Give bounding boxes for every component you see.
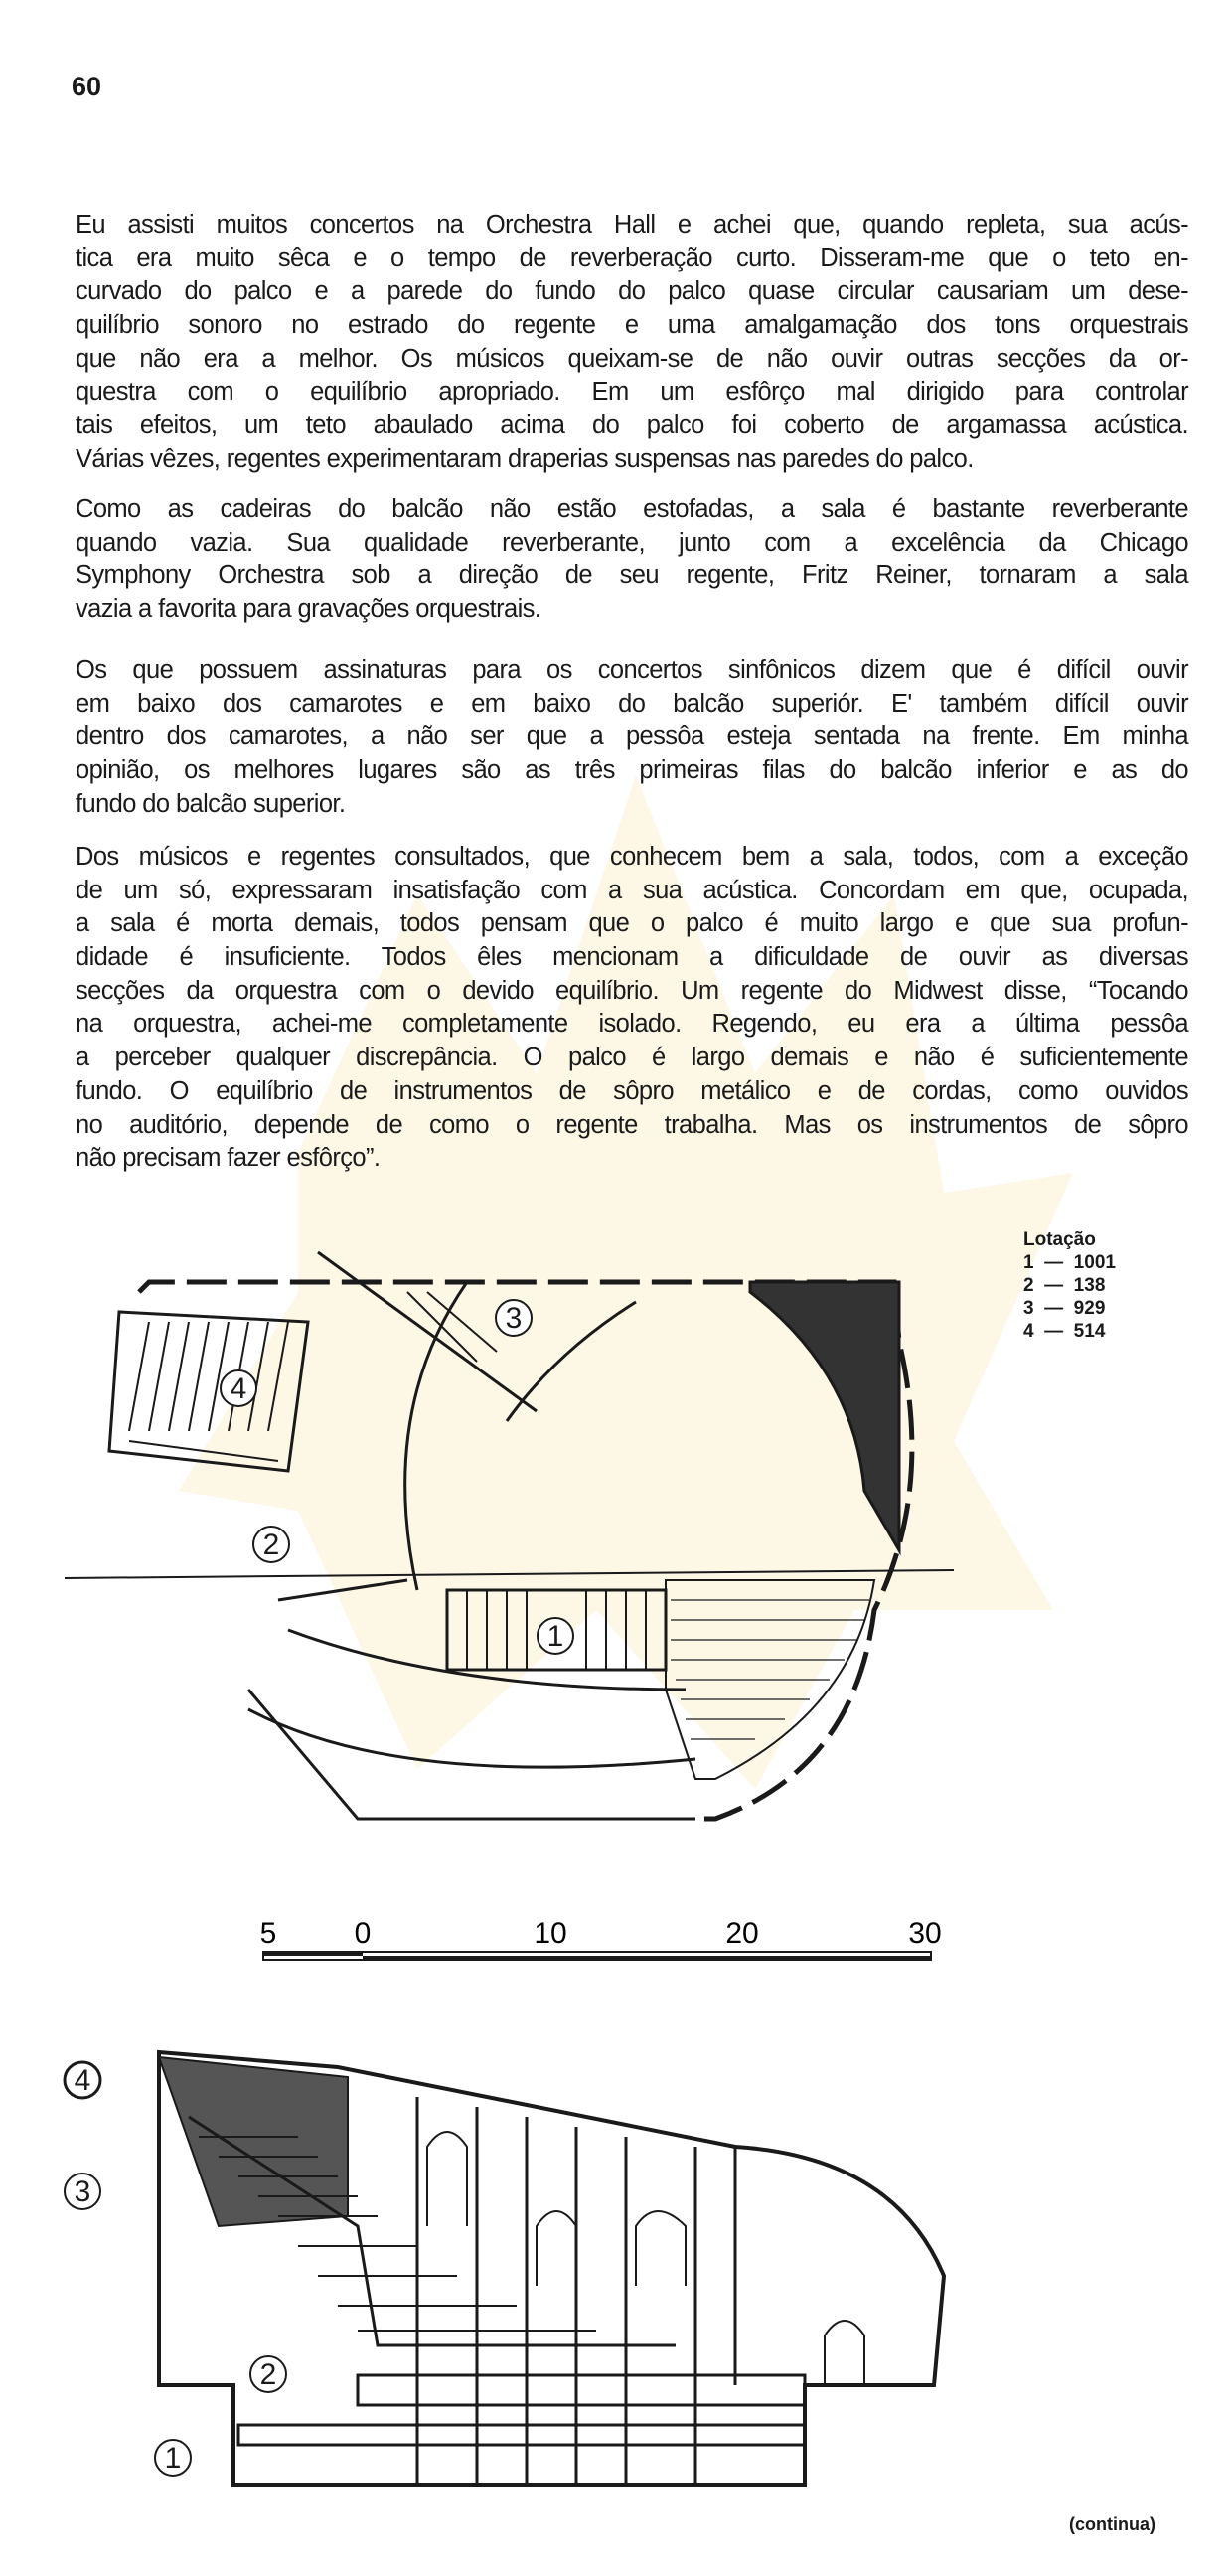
plan-label-3: 3 xyxy=(505,1302,523,1335)
text-line: opinião, os melhores lugares são as três primeiras filas do balcão inferior e as do xyxy=(76,756,1188,785)
scale-label: 30 xyxy=(908,1917,942,1950)
legend-item: 3 — 929 xyxy=(1023,1298,1106,1319)
text-line: não precisam fazer esfôrço”. xyxy=(76,1144,381,1173)
text-line: secções da orquestra com o devido equilíbrio. Um regente do Midwest disse, “Tocando xyxy=(76,976,1188,1005)
text-line: em baixo dos camarotes e em baixo do balcão superiór. E' também difícil ouvir xyxy=(76,689,1188,718)
text-line: questra com o equilíbrio apropriado. Em um esfôrço mal dirigido para controlar xyxy=(76,378,1188,406)
seating-legend xyxy=(1023,1228,1116,1343)
scale-label: 10 xyxy=(534,1917,567,1950)
text-line: quilíbrio sonoro no estrado do regente e uma amalgamação dos tons orquestrais xyxy=(76,311,1188,340)
text-line: que não era a melhor. Os músicos queixam-se de não ouvir outras secções da or- xyxy=(76,344,1188,373)
paragraph xyxy=(76,209,1188,477)
section-drawing xyxy=(159,2052,944,2485)
text-line: Os que possuem assinaturas para os concertos sinfônicos dizem que é difícil ouvir xyxy=(76,656,1188,684)
text-line: fundo. O equilíbrio de instrumentos de sôpro metálico e de cordas, como ouvidos xyxy=(76,1076,1188,1105)
legend-item: 4 — 514 xyxy=(1023,1321,1106,1342)
body-text xyxy=(0,0,1232,1193)
text-line: fundo do balcão superior. xyxy=(76,789,346,818)
legend-item: 1 — 1001 xyxy=(1023,1252,1116,1273)
paragraph xyxy=(76,841,1188,1176)
plan-label-2: 2 xyxy=(262,1529,280,1561)
section-label-4: 4 xyxy=(74,2064,91,2097)
text-line: dentro dos camarotes, a não ser que a pessôa esteja sentada na frente. Em minha xyxy=(76,723,1188,751)
text-line: Symphony Orchestra sob a direção de seu regente, Fritz Reiner, tornaram a sala xyxy=(76,562,1188,590)
text-line: a sala é morta demais, todos pensam que o palco é muito largo e que sua profun- xyxy=(76,909,1188,938)
paragraph xyxy=(76,654,1188,821)
text-line: tica era muito sêca e o tempo de reverberação curto. Disseram-me que o teto en- xyxy=(76,243,1188,272)
scale-label: 0 xyxy=(354,1917,372,1950)
text-line: no auditório, depende de como o regente trabalha. Mas os instrumentos de sôpro xyxy=(76,1110,1188,1139)
section-label-2: 2 xyxy=(259,2358,277,2391)
scale-label: 5 xyxy=(259,1917,277,1950)
legend-item: 2 — 138 xyxy=(1023,1275,1106,1296)
page-number: 60 xyxy=(72,72,102,101)
text-line: Como as cadeiras do balcão não estão estofadas, a sala é bastante reverberante xyxy=(76,495,1188,523)
plan-label-1: 1 xyxy=(546,1620,564,1653)
text-line: curvado do palco e a parede do fundo do palco quase circular causariam um dese- xyxy=(76,277,1188,306)
text-line: de um só, expressaram insatisfação com a sua acústica. Concordam em que, ocupada, xyxy=(76,876,1188,904)
scale-label: 20 xyxy=(725,1917,759,1950)
text-line: Eu assisti muitos concertos na Orchestra Hall e achei que, quando repleta, sua acús- xyxy=(76,211,1188,239)
text-line: didade é insuficiente. Todos êles mencionam a dificuldade de ouvir as diversas xyxy=(76,943,1188,972)
text-line: vazia a favorita para gravações orquestrais. xyxy=(76,595,541,624)
paragraph xyxy=(76,493,1188,627)
legend-title: Lotação xyxy=(1023,1229,1096,1250)
plan-label-4: 4 xyxy=(230,1372,247,1405)
text-line: quando vazia. Sua qualidade reverberante, junto com a excelência da Chicago xyxy=(76,528,1188,557)
section-label-3: 3 xyxy=(74,2175,91,2208)
continued-note: (continua) xyxy=(1069,2514,1155,2534)
section-label-1: 1 xyxy=(164,2442,182,2475)
text-line: na orquestra, achei-me completamente isolado. Regendo, eu era a última pessôa xyxy=(76,1010,1188,1039)
text-line: Dos músicos e regentes consultados, que conhecem bem a sala, todos, com a exceção xyxy=(76,843,1188,871)
text-line: Várias vêzes, regentes experimentaram draperias suspensas nas paredes do palco. xyxy=(76,444,974,473)
text-line: tais efeitos, um teto abaulado acima do palco foi coberto de argamassa acústica. xyxy=(76,411,1188,440)
scale-bar xyxy=(260,1917,942,1960)
text-line: a perceber qualquer discrepância. O palco é largo demais e não é suficientemente xyxy=(76,1044,1188,1072)
